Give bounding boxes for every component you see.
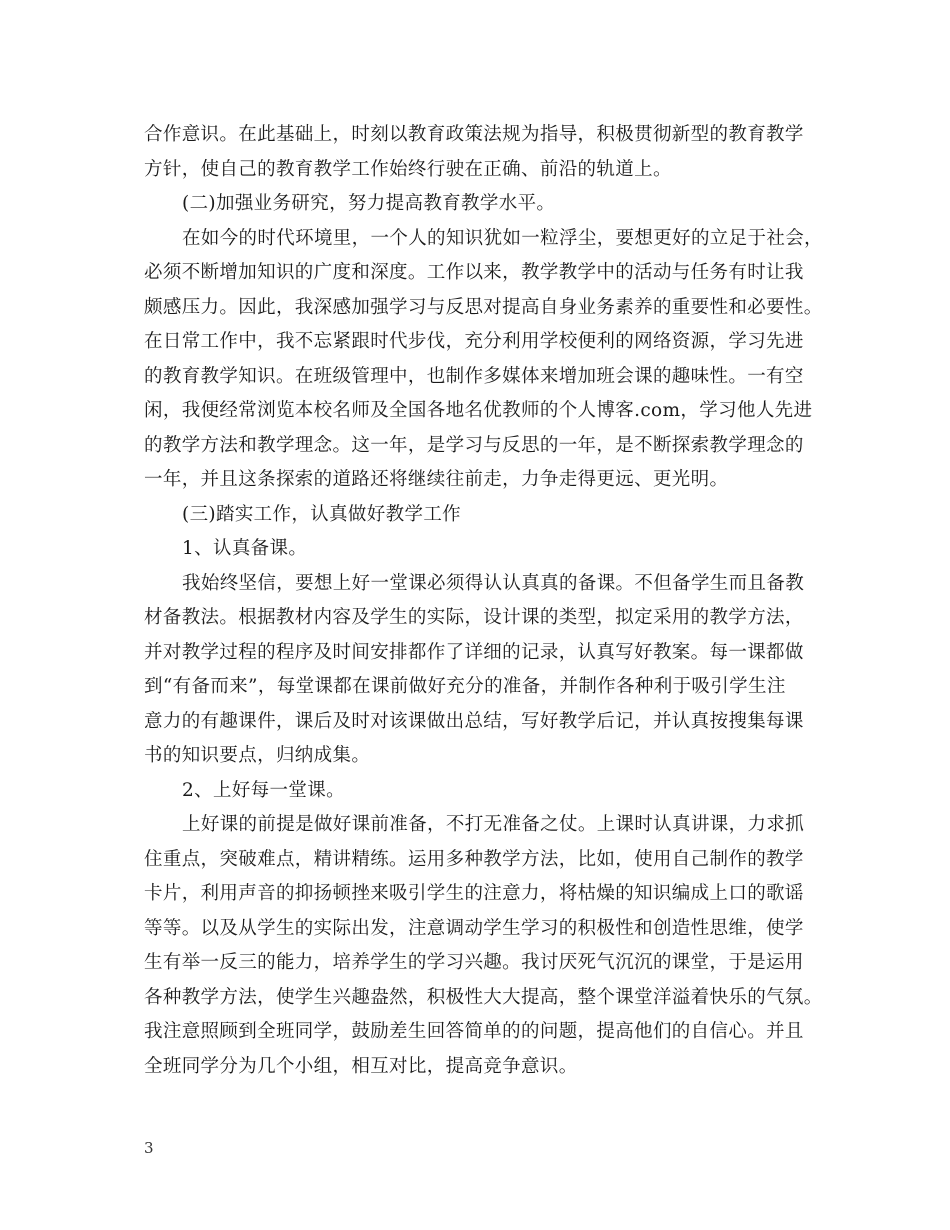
text-line: 1、认真备课。 (182, 538, 308, 559)
text-line: 在如今的时代环境里，一个人的知识犹如一粒浮尘，要想更好的立足于社会， (182, 227, 823, 249)
text-line: 各种教学方法，使学生兴趣盎然，积极性大大提高，整个课堂洋溢着快乐的气氛。 (144, 986, 823, 1008)
text-line: 闲，我便经常浏览本校名师及全国各地名优教师的个人博客.com，学习他人先进 (144, 400, 813, 421)
text-line: (二)加强业务研究，努力提高教育教学水平。 (182, 193, 556, 214)
text-line: 等等。以及从学生的实际出发，注意调动学生学习的积极性和创造性思维，使学 (144, 917, 804, 939)
body-text (144, 118, 824, 1084)
text-line: 2、上好每一堂课。 (182, 779, 345, 801)
text-line: 必须不断增加知识的广度和深度。工作以来，教学教学中的活动与任务有时让我 (144, 262, 804, 283)
text-line: 到“有备而来”，每堂课都在课前做好充分的准备，并制作各种利于吸引学生注 (144, 676, 786, 697)
page-number: 3 (144, 1139, 154, 1157)
text-line: 材备教法。根据教材内容及学生的实际，设计课的类型，拟定采用的教学方法， (144, 607, 804, 628)
text-line: 住重点，突破难点，精讲精练。运用多种教学方法，比如，使用自己制作的教学 (144, 848, 804, 870)
text-line: 的教学方法和教学理念。这一年，是学习与反思的一年，是不断探索教学理念的 (144, 434, 804, 456)
text-line: 书的知识要点，归纳成集。 (144, 745, 371, 766)
text-line: 意力的有趣课件，课后及时对该课做出总结，写好教学后记，并认真按搜集每课 (144, 710, 804, 732)
text-line: 合作意识。在此基础上，时刻以教育政策法规为指导，积极贯彻新型的教育教学 (144, 124, 804, 145)
text-line: 方针，使自己的教育教学工作始终行驶在正确、前沿的轨道上。 (144, 158, 672, 180)
text-line: 上好课的前提是做好课前准备，不打无准备之仗。上课时认真讲课，力求抓 (182, 814, 805, 835)
text-line: 一年，并且这条探索的道路还将继续往前走，力争走得更远、更光明。 (144, 469, 729, 490)
text-line: 生有举一反三的能力，培养学生的学习兴趣。我讨厌死气沉沉的课堂，于是运用 (144, 952, 804, 973)
text-line: 我注意照顾到全班同学，鼓励差生回答简单的的问题，提高他们的自信心。并且 (144, 1021, 804, 1042)
text-line: 并对教学过程的程序及时间安排都作了详细的记录，认真写好教案。每一课都做 (144, 641, 804, 663)
text-line: 我始终坚信，要想上好一堂课必须得认认真真的备课。不但备学生而且备教 (182, 572, 805, 594)
text-line: 的教育教学知识。在班级管理中，也制作多媒体来增加班会课的趣味性。一有空 (144, 365, 804, 387)
text-line: 全班同学分为几个小组，相互对比，提高竞争意识。 (144, 1055, 578, 1077)
text-line: 卡片，利用声音的抑扬顿挫来吸引学生的注意力，将枯燥的知识编成上口的歌谣 (144, 883, 804, 904)
text-line: 颇感压力。因此，我深感加强学习与反思对提高自身业务素养的重要性和必要性。 (144, 296, 823, 318)
text-line: (三)踏实工作，认真做好教学工作 (182, 503, 462, 525)
text-line: 在日常工作中，我不忘紧跟时代步伐，充分利用学校便利的网络资源，学习先进 (144, 331, 804, 352)
